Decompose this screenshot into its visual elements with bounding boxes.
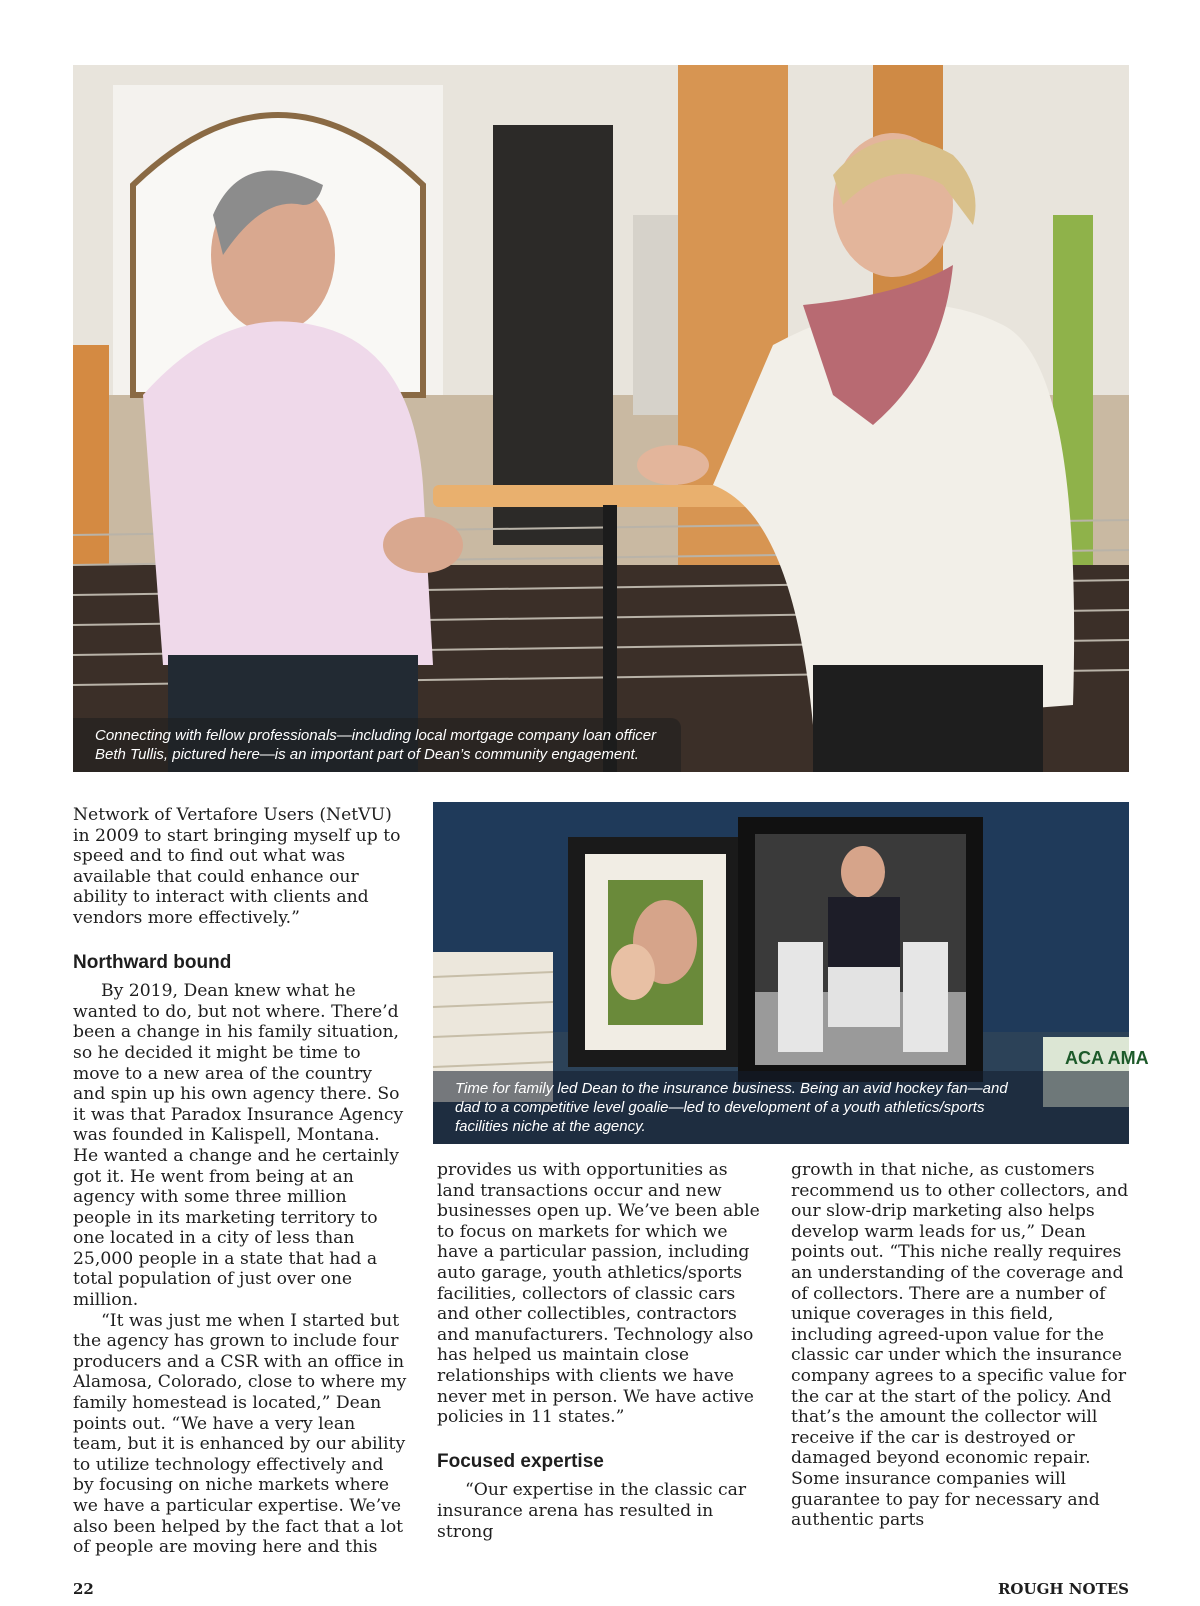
photo-illustration (73, 65, 1129, 772)
column-2 (437, 1160, 767, 1542)
photo-family-frames (433, 802, 1149, 1144)
column-1 (73, 805, 409, 1558)
page-number: 22 (73, 1580, 94, 1598)
magazine-name: ROUGH NOTES (997, 1580, 1129, 1598)
column-3 (791, 1160, 1129, 1531)
photo-caption: Connecting with fellow professionals—including local mortgage company loan officer Beth Tullis, pictured here—is an important part of Dean’s community engagement. (73, 718, 681, 772)
body-paragraph: Network of Vertafore Users (NetVU) in 2009 to start bringing myself up to speed and to find out what was available that could enhance our ability to interact with clients and vendors more effectively.” (73, 805, 401, 928)
body-paragraph: growth in that niche, as customers recommend us to other collectors, and our slow-drip marketing also helps develop warm leads for us,” Dean points out. “This niche really requires an understanding of the coverage and of collectors. There are a number of unique coverages in this field, including agreed-upon value for the classic car under which the insurance company agrees to a specific value for the car at the start of the policy. And that’s the amount the collector will receive if the car is destroyed or damaged beyond economic repair. Some insurance companies will guarantee to pay for necessary and authentic parts (791, 1160, 1129, 1531)
photo-caption: Time for family led Dean to the insurance business. Being an avid hockey fan—and dad to a competitive level goalie—led to development of a youth athletics/sports facilities niche at the agency. (433, 1071, 1129, 1144)
body-paragraph: “It was just me when I started but the agency has grown to include four producers and a CSR with an office in Alamosa, Colorado, close to where my family homestead is located,” Dean points out. “We have a very lean team, but it is enhanced by our ability to utilize technology effectively and by focusing on niche markets where we have a particular expertise. We’ve also been helped by the fact that a lot of people are moving here and this (73, 1310, 407, 1558)
photo-professionals-meeting (73, 65, 1129, 772)
body-paragraph: provides us with opportunities as land transactions occur and new businesses open up. We’ve been able to focus on markets for which we have a particular passion, including auto garage, youth athletics/sports facilities, collectors of classic cars and other collectibles, contractors and manufacturers. Technology also has helped us maintain close relationships with clients we have never met in person. We have active policies in 11 states.” (437, 1160, 760, 1428)
body-paragraph: By 2019, Dean knew what he wanted to do, but not where. There’d been a change in his family situation, so he decided it might be time to move to a new area of the country and spin up his own agency there. So it was that Paradox Insurance Agency was founded in Kalispell, Montana. He wanted a change and he certainly got it. He went from being at an agency with some three million people in its marketing territory to one located in a city of less than 25,000 people in a state that had a total population of just over one million. (73, 981, 404, 1311)
section-heading: Focused expertise (437, 1450, 604, 1472)
section-heading: Northward bound (73, 951, 232, 973)
book-cover-text: ACA AMA (1065, 1048, 1149, 1068)
body-paragraph: “Our expertise in the classic car insurance arena has resulted in strong (437, 1480, 747, 1542)
